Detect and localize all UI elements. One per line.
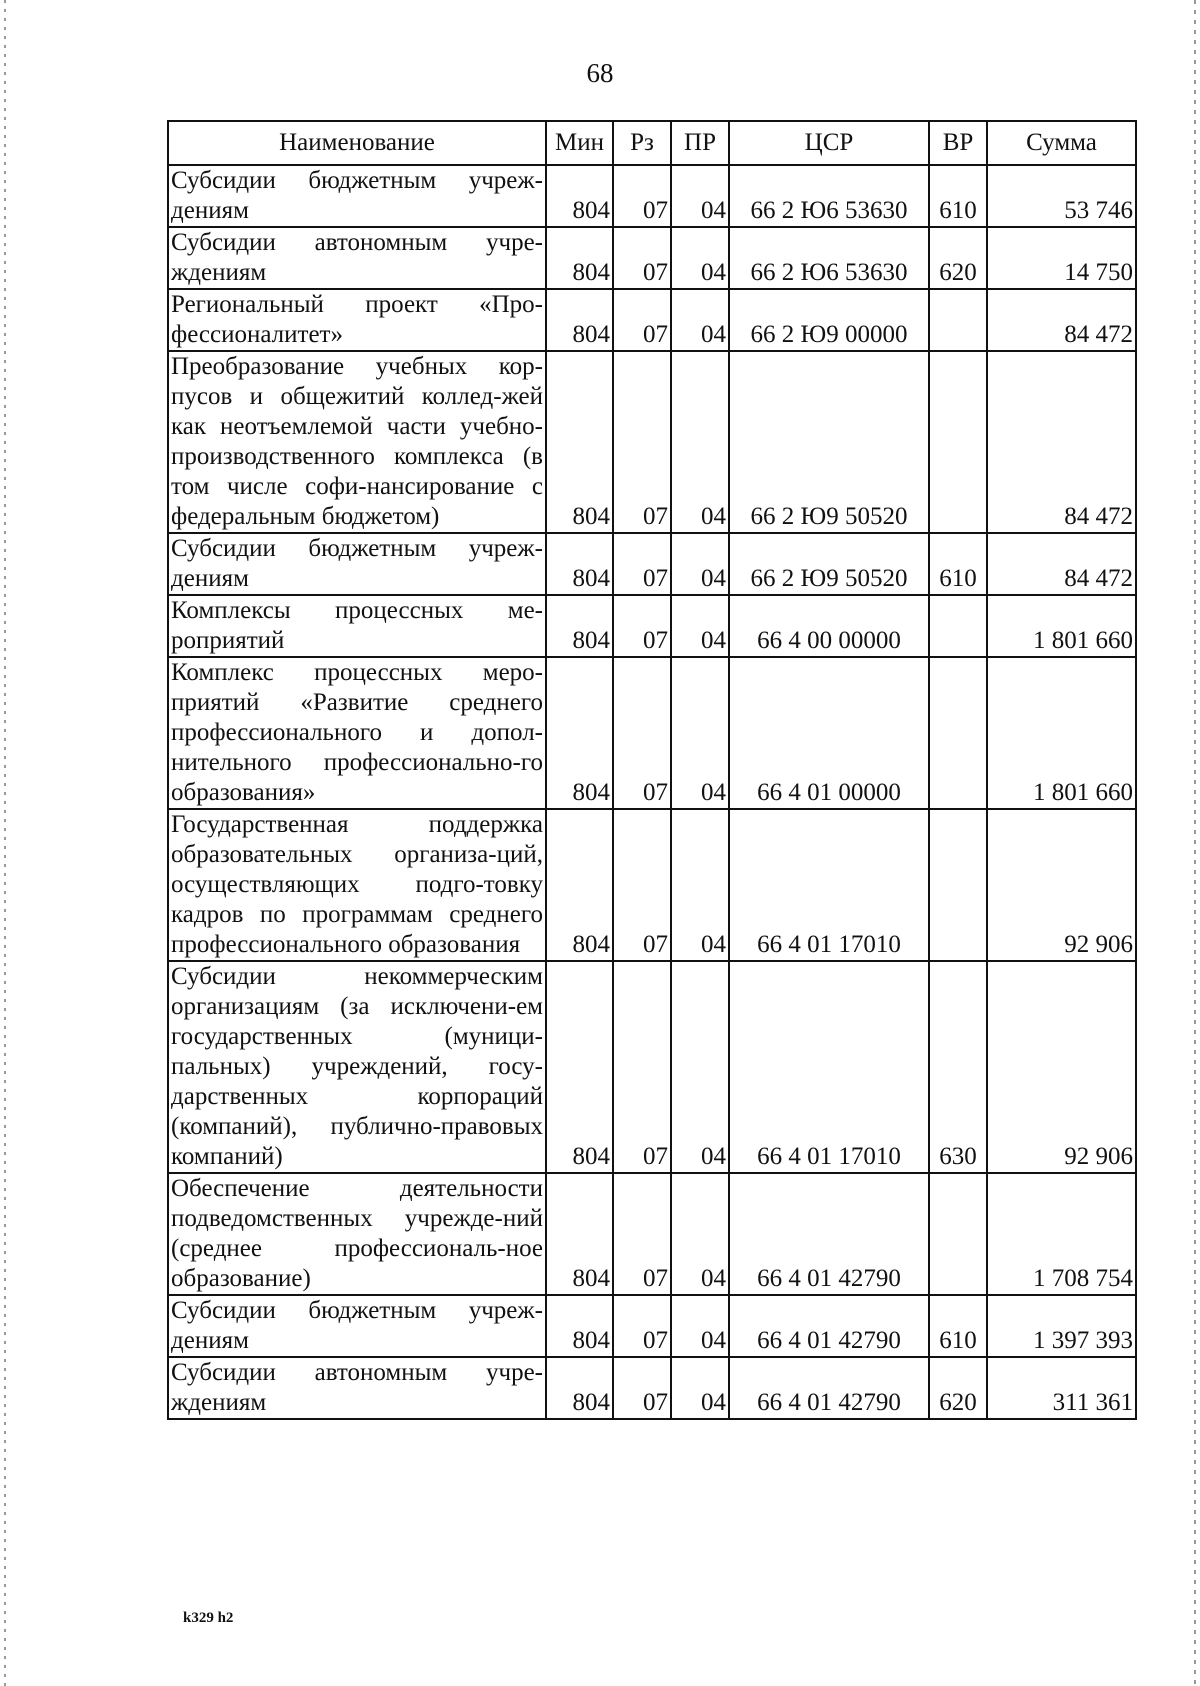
cell-min: 804 xyxy=(546,961,613,1173)
cell-min: 804 xyxy=(546,227,613,289)
scan-edge-right xyxy=(1194,0,1196,1686)
cell-vr: 610 xyxy=(929,533,987,595)
table-row xyxy=(168,1295,1136,1357)
cell-min: 804 xyxy=(546,1357,613,1419)
cell-pr: 04 xyxy=(671,657,729,809)
cell-rz: 07 xyxy=(613,165,671,227)
table-body xyxy=(168,165,1136,1419)
cell-vr: 620 xyxy=(929,227,987,289)
document-code: k329 h2 xyxy=(183,1610,234,1626)
table-row xyxy=(168,595,1136,657)
cell-name: Субсидии автономным учре-ждениям xyxy=(168,1357,546,1419)
cell-pr: 04 xyxy=(671,533,729,595)
cell-sum: 1 708 754 xyxy=(987,1173,1136,1295)
cell-rz: 07 xyxy=(613,1357,671,1419)
scan-edge-left xyxy=(4,0,6,1686)
cell-min: 804 xyxy=(546,533,613,595)
cell-name: Субсидии бюджетным учреж-дениям xyxy=(168,533,546,595)
cell-rz: 07 xyxy=(613,657,671,809)
cell-sum: 84 472 xyxy=(987,289,1136,351)
cell-pr: 04 xyxy=(671,227,729,289)
budget-table xyxy=(167,120,1137,1420)
table-row xyxy=(168,809,1136,961)
header-pr: ПР xyxy=(671,121,729,165)
cell-pr: 04 xyxy=(671,289,729,351)
cell-rz: 07 xyxy=(613,961,671,1173)
cell-name: Комплекс процессных меро-приятий «Развитие среднего профессионального и допол-нительного профессионально-го образования» xyxy=(168,657,546,809)
cell-csr: 66 4 01 42790 xyxy=(729,1295,929,1357)
cell-rz: 07 xyxy=(613,533,671,595)
cell-name: Обеспечение деятельности подведомственных учрежде-ний (среднее профессиональ-ное образование) xyxy=(168,1173,546,1295)
cell-csr: 66 4 01 17010 xyxy=(729,809,929,961)
cell-csr: 66 2 Ю6 53630 xyxy=(729,227,929,289)
cell-csr: 66 4 01 00000 xyxy=(729,657,929,809)
cell-rz: 07 xyxy=(613,809,671,961)
cell-name: Субсидии автономным учре-ждениям xyxy=(168,227,546,289)
cell-min: 804 xyxy=(546,289,613,351)
cell-pr: 04 xyxy=(671,1295,729,1357)
cell-min: 804 xyxy=(546,1173,613,1295)
cell-name: Государственная поддержка образовательных организа-ций, осуществляющих подго-товку кадров по программам среднего профессионального образования xyxy=(168,809,546,961)
cell-csr: 66 4 00 00000 xyxy=(729,595,929,657)
cell-pr: 04 xyxy=(671,595,729,657)
cell-name: Субсидии некоммерческим организациям (за исключени-ем государственных (муници-пальных) учреждений, госу-дарственных корпораций (компаний), публично-правовых компаний) xyxy=(168,961,546,1173)
cell-pr: 04 xyxy=(671,351,729,533)
table-row xyxy=(168,289,1136,351)
cell-pr: 04 xyxy=(671,165,729,227)
cell-sum: 84 472 xyxy=(987,351,1136,533)
cell-vr xyxy=(929,351,987,533)
cell-rz: 07 xyxy=(613,351,671,533)
cell-csr: 66 2 Ю9 00000 xyxy=(729,289,929,351)
header-sum: Сумма xyxy=(987,121,1136,165)
header-csr: ЦСР xyxy=(729,121,929,165)
cell-vr xyxy=(929,657,987,809)
cell-pr: 04 xyxy=(671,809,729,961)
header-name: Наименование xyxy=(168,121,546,165)
page-number: 68 xyxy=(586,58,614,88)
cell-sum: 1 801 660 xyxy=(987,595,1136,657)
table-row xyxy=(168,1173,1136,1295)
cell-pr: 04 xyxy=(671,1357,729,1419)
cell-min: 804 xyxy=(546,595,613,657)
cell-rz: 07 xyxy=(613,227,671,289)
cell-csr: 66 2 Ю9 50520 xyxy=(729,351,929,533)
cell-sum: 84 472 xyxy=(987,533,1136,595)
table-row xyxy=(168,1357,1136,1419)
cell-rz: 07 xyxy=(613,1295,671,1357)
cell-vr xyxy=(929,809,987,961)
cell-csr: 66 4 01 42790 xyxy=(729,1357,929,1419)
cell-min: 804 xyxy=(546,1295,613,1357)
cell-name: Преобразование учебных кор-пусов и общежитий коллед-жей как неотъемлемой части учебно-производственного комплекса (в том числе софи-нансирование с федеральным бюджетом) xyxy=(168,351,546,533)
header-vr: ВР xyxy=(929,121,987,165)
cell-sum: 92 906 xyxy=(987,961,1136,1173)
cell-vr xyxy=(929,595,987,657)
cell-rz: 07 xyxy=(613,595,671,657)
table-row xyxy=(168,351,1136,533)
cell-min: 804 xyxy=(546,351,613,533)
cell-name: Региональный проект «Про-фессионалитет» xyxy=(168,289,546,351)
cell-sum: 92 906 xyxy=(987,809,1136,961)
header-min: Мин xyxy=(546,121,613,165)
cell-min: 804 xyxy=(546,657,613,809)
cell-csr: 66 4 01 42790 xyxy=(729,1173,929,1295)
cell-vr: 620 xyxy=(929,1357,987,1419)
cell-name: Субсидии бюджетным учреж-дениям xyxy=(168,165,546,227)
cell-vr: 630 xyxy=(929,961,987,1173)
table-row xyxy=(168,165,1136,227)
cell-rz: 07 xyxy=(613,289,671,351)
cell-vr: 610 xyxy=(929,1295,987,1357)
table-row xyxy=(168,961,1136,1173)
cell-vr xyxy=(929,1173,987,1295)
cell-sum: 1 397 393 xyxy=(987,1295,1136,1357)
cell-rz: 07 xyxy=(613,1173,671,1295)
cell-pr: 04 xyxy=(671,1173,729,1295)
header-rz: Рз xyxy=(613,121,671,165)
cell-sum: 1 801 660 xyxy=(987,657,1136,809)
cell-min: 804 xyxy=(546,809,613,961)
cell-name: Субсидии бюджетным учреж-дениям xyxy=(168,1295,546,1357)
cell-vr: 610 xyxy=(929,165,987,227)
cell-pr: 04 xyxy=(671,961,729,1173)
cell-sum: 311 361 xyxy=(987,1357,1136,1419)
cell-csr: 66 2 Ю9 50520 xyxy=(729,533,929,595)
cell-min: 804 xyxy=(546,165,613,227)
cell-vr xyxy=(929,289,987,351)
table-row xyxy=(168,533,1136,595)
cell-sum: 14 750 xyxy=(987,227,1136,289)
cell-sum: 53 746 xyxy=(987,165,1136,227)
cell-csr: 66 2 Ю6 53630 xyxy=(729,165,929,227)
table-header-row xyxy=(168,121,1136,165)
cell-csr: 66 4 01 17010 xyxy=(729,961,929,1173)
table-row xyxy=(168,657,1136,809)
table-row xyxy=(168,227,1136,289)
cell-name: Комплексы процессных ме-роприятий xyxy=(168,595,546,657)
